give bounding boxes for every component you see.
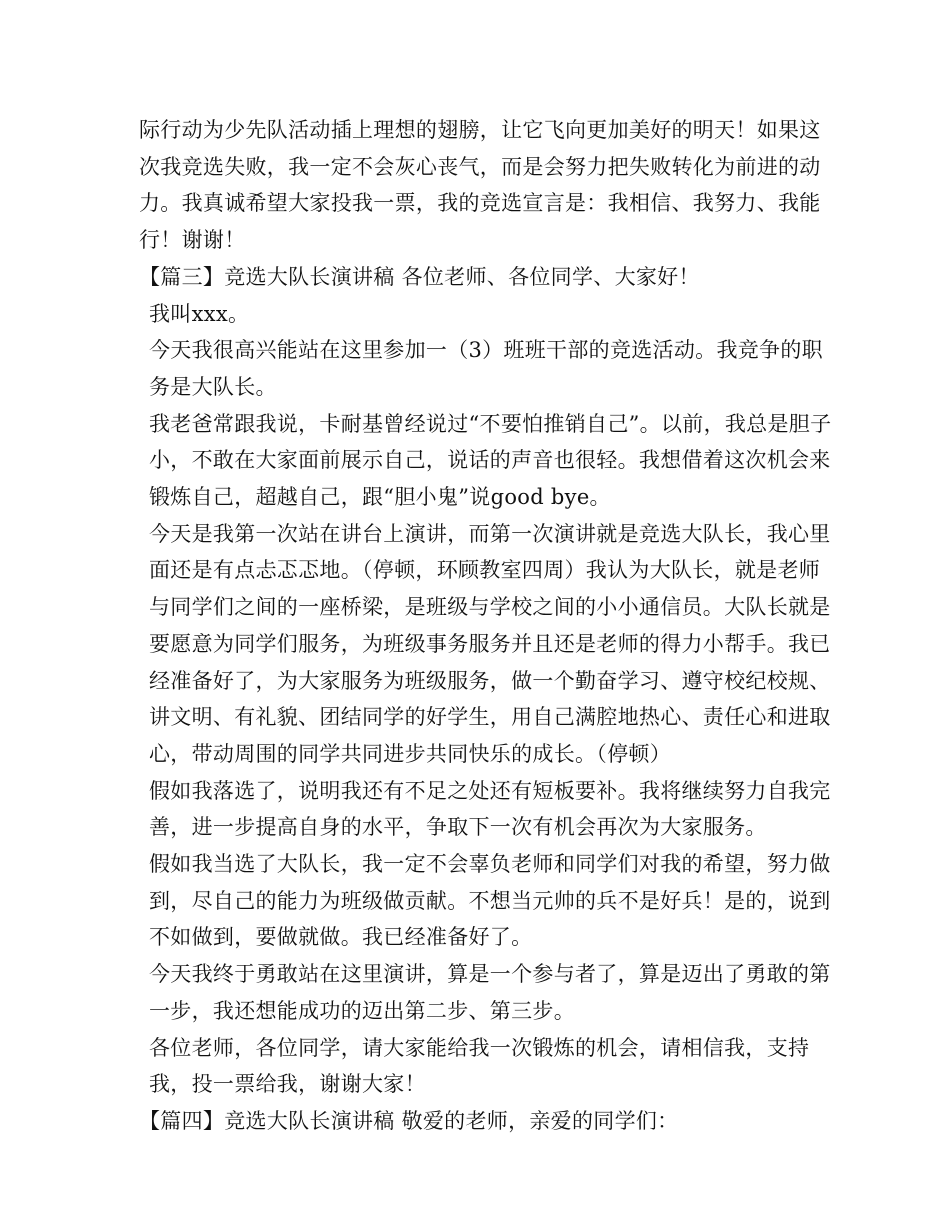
document-body [139, 112, 839, 1140]
paragraph-1: 际行动为少先队活动插上理想的翅膀，让它飞向更加美好的明天！如果这次我竞选失败，我一定不会灰心丧气，而是会努力把失败转化为前进的动力。我真诚希望大家投我一票，我的竞选宣言是：我相信、我努力、我能行！谢谢！ [139, 118, 821, 253]
section-heading-4: 【篇四】竞选大队长演讲稿 敬爱的老师，亲爱的同学们： [139, 1108, 679, 1133]
paragraph-4: 今天我很高兴能站在这里参加一（3）班班干部的竞选活动。我竞争的职务是大队长。 [149, 338, 823, 399]
paragraph-3: 我叫xxx。 [149, 301, 250, 326]
paragraph-10: 各位老师，各位同学，请大家能给我一次锻炼的机会，请相信我，支持我，投一票给我，谢谢大家！ [149, 1035, 810, 1097]
paragraph-6: 今天是我第一次站在讲台上演讲，而第一次演讲就是竞选大队长，我心里面还是有点忐忑忑地。（停顿，环顾教室四周）我认为大队长，就是老师与同学们之间的一座桥梁，是班级与学校之间的小小通信员。大队长就是要愿意为同学们服务，为班级事务服务并且还是老师的得力小帮手。我已经准备好了，为大家服务为班级服务，做一个勤奋学习、遵守校纪校规、讲文明、有礼貌、团结同学的好学生，用自己满腔地热心、责任心和进取心，带动周围的同学共同进步共同快乐的成长。（停顿） [149, 521, 831, 766]
paragraph-5: 我老爸常跟我说，卡耐基曾经说过“不要怕推销自己”。以前，我总是胆子小，不敢在大家面前展示自己，说话的声音也很轻。我想借着这次机会来锻炼自己，超越自己，跟“胆小鬼”说good bye。 [149, 411, 832, 510]
section-heading-3: 【篇三】竞选大队长演讲稿 各位老师、各位同学、大家好！ [139, 264, 700, 289]
paragraph-8: 假如我当选了大队长，我一定不会辜负老师和同学们对我的希望，努力做到，尽自己的能力为班级做贡献。不想当元帅的兵不是好兵！是的，说到不如做到，要做就做。我已经准备好了。 [149, 852, 831, 950]
paragraph-9: 今天我终于勇敢站在这里演讲，算是一个参与者了，算是迈出了勇敢的第一步，我还想能成功的迈出第二步、第三步。 [149, 962, 831, 1023]
paragraph-7: 假如我落选了，说明我还有不足之处还有短板要补。我将继续努力自我完善，进一步提高自身的水平，争取下一次有机会再次为大家服务。 [149, 778, 831, 840]
